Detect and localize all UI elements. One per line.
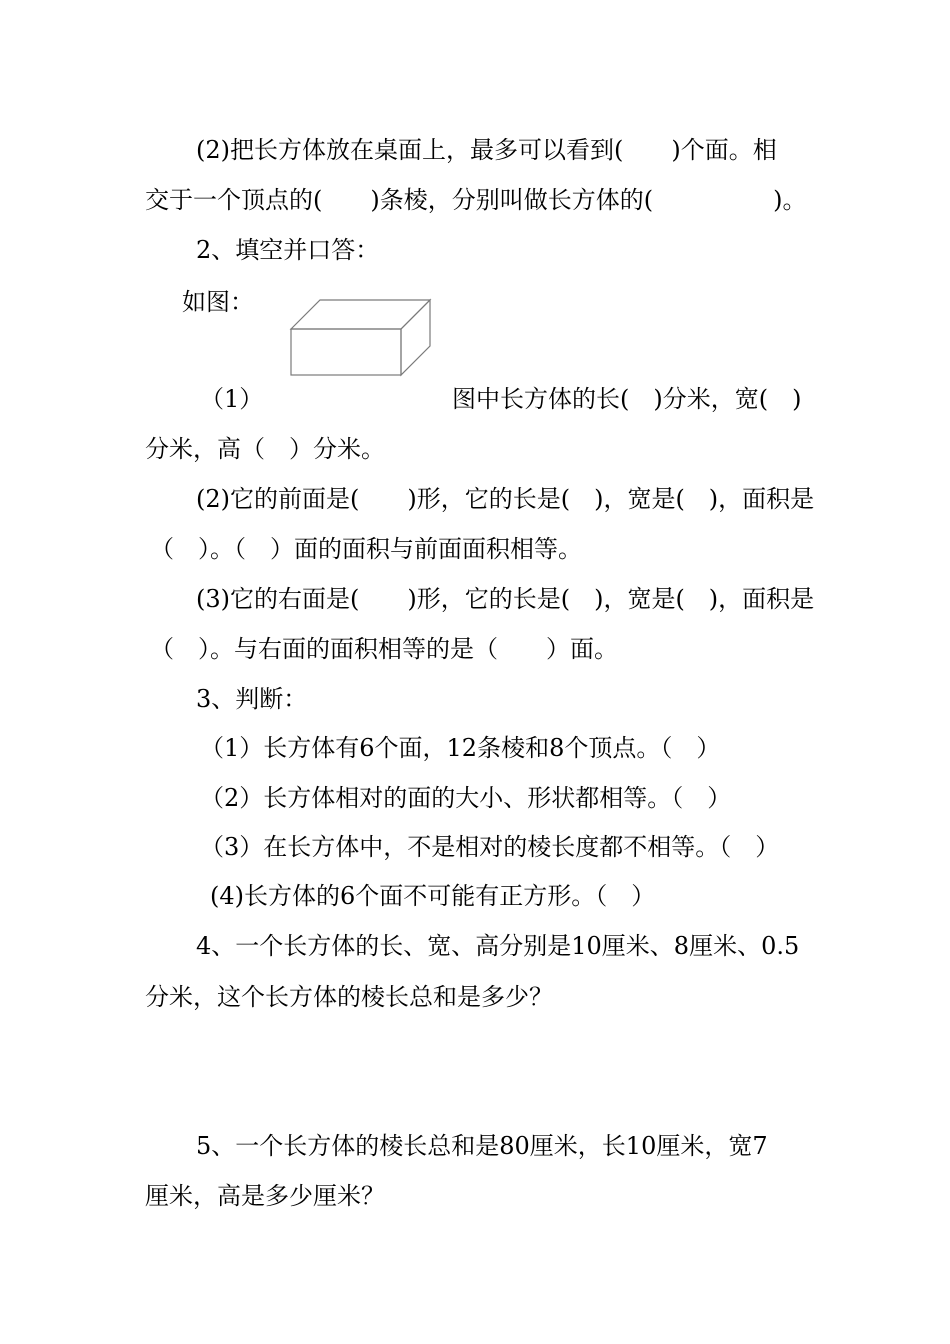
q3-item4: (4)长方体的6个面不可能有正方形。（ ） [210,882,656,910]
cuboid-right-face [401,300,430,375]
cuboid-top-face [291,300,430,329]
q2-part1-line2: 分米，高（ ）分米。 [145,435,385,463]
q2-part2-line1: (2)它的前面是( )形，它的长是( )，宽是( )，面积是 [196,485,815,513]
q2-part1-label: （1） [200,385,264,413]
cuboid-figure [288,296,436,380]
figure-caption: 如图： [182,288,254,316]
q2-part3-line1: (3)它的右面是( )形，它的长是( )，宽是( )，面积是 [196,585,815,613]
q5-line2: 厘米，高是多少厘米？ [145,1182,385,1210]
q2-part2-line2: （ ）。（ ）面的面积与前面面积相等。 [150,535,582,563]
q2-part1-text: 图中长方体的长( )分米，宽( ) [452,385,802,413]
q5-line1: 5、一个长方体的棱长总和是80厘米，长10厘米，宽7 [196,1132,768,1160]
q4-line1: 4、一个长方体的长、宽、高分别是10厘米、8厘米、0.5 [196,932,800,960]
q3-item1: （1）长方体有6个面，12条棱和8个顶点。（ ） [200,734,721,762]
q1-part2-line1: (2)把长方体放在桌面上，最多可以看到( )个面。相 [196,136,777,164]
q4-line2: 分米，这个长方体的棱长总和是多少？ [145,983,553,1011]
q3-item2: （2）长方体相对的面的大小、形状都相等。（ ） [200,784,732,812]
q2-heading: 2、填空并口答： [196,236,380,264]
q1-part2-line2: 交于一个顶点的( )条棱，分别叫做长方体的( )。 [145,186,807,214]
q3-heading: 3、判断： [196,685,308,713]
q3-item3: （3）在长方体中，不是相对的棱长度都不相等。（ ） [200,833,780,861]
q2-part3-line2: （ ）。与右面的面积相等的是（ ）面。 [150,635,618,663]
cuboid-front-face [291,329,401,375]
